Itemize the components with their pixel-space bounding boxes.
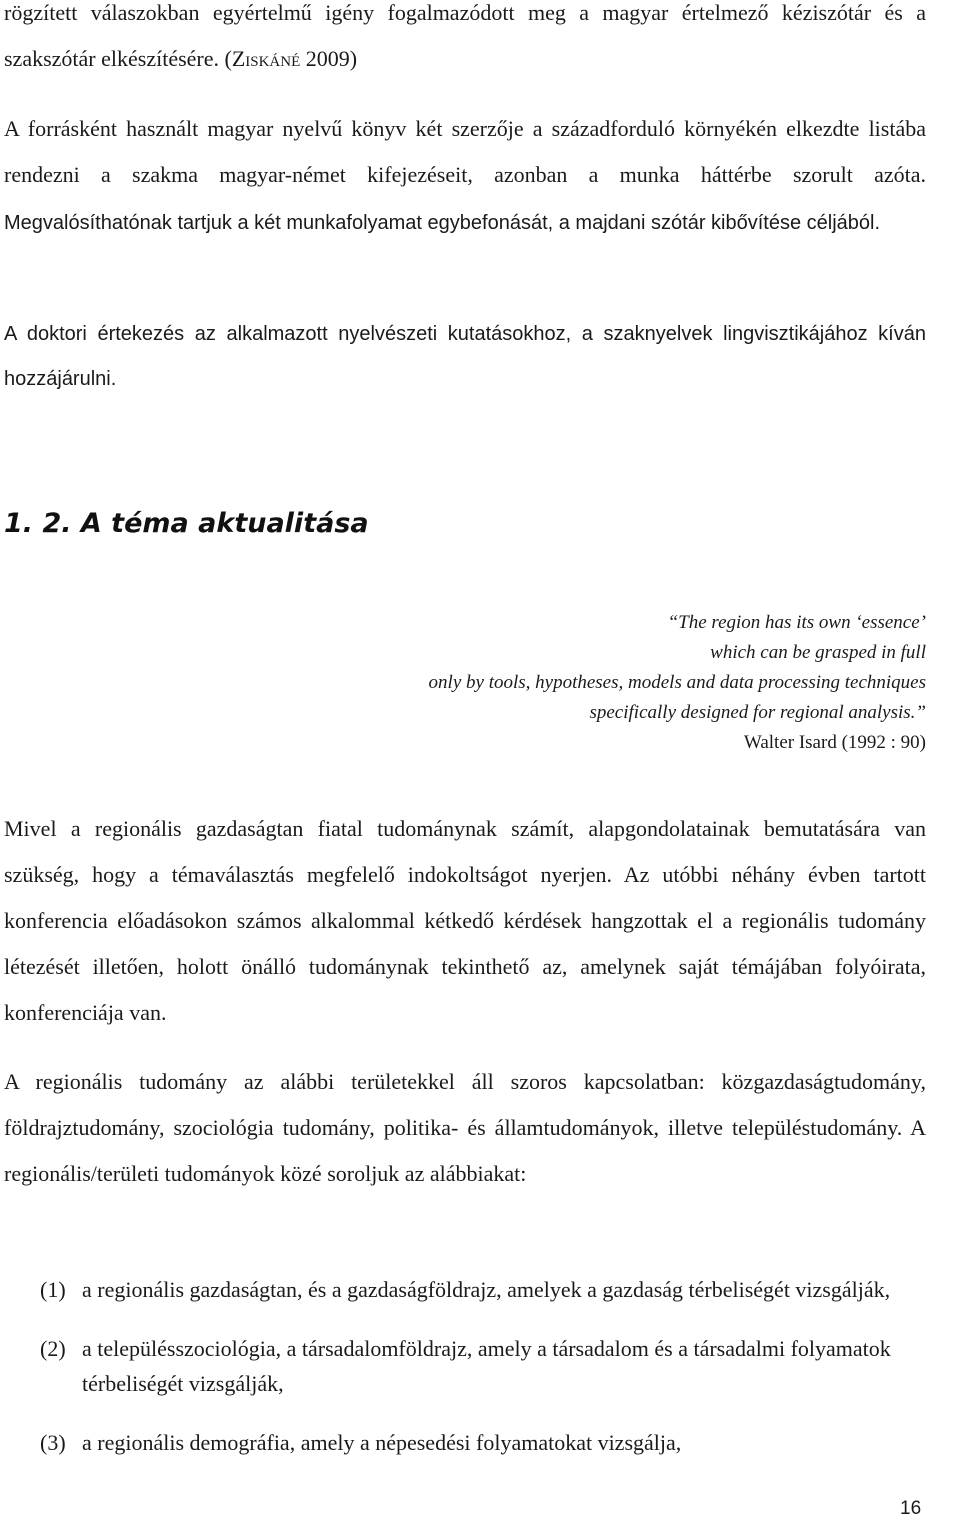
page-number: 16 (900, 1498, 922, 1519)
list-item (40, 1425, 958, 1460)
paragraph-regional-economics: Mivel a regionális gazdaságtan fiatal tudománynak számít, alapgondolatainak bemutatására van szükség, hogy a témaválasztás megfelelő indokoltságot nyerjen. Az utóbbi néhány évben tartott konferencia előadásokon számos alkalommal kétkedő kérdések hangzottak el a regionális tudomány létezését illetően, holott önálló tudománynak tekinthető az, amelynek saját témájában folyóirata, konferenciája van. (4, 816, 926, 1025)
paragraph-source-book-continuation: Megvalósíthatónak tartjuk a két munkafolyamat egybefonását, a majdani szótár kibővítése céljából. (4, 212, 881, 234)
quote-line: which can be grasped in full (710, 642, 926, 663)
paragraph-dissertation-aim: A doktori értekezés az alkalmazott nyelvészeti kutatásokhoz, a szaknyelvek lingvisztikájához kíván hozzájárulni. (4, 323, 926, 390)
list-item-text: a településszociológia, a társadalomföldrajz, amely a társadalom és a társadalmi folyamatok térbeliségét vizsgálják, (82, 1336, 891, 1396)
section-heading: 1. 2. A téma aktualitása (4, 508, 369, 539)
list-item-text: a regionális demográfia, amely a népesedési folyamatokat vizsgálja, (82, 1430, 682, 1455)
list-item-number: (3) (40, 1430, 66, 1455)
list-item-text: a regionális gazdaságtan, és a gazdaságföldrajz, amelyek a gazdaság térbeliségét vizsgálják, (82, 1277, 891, 1302)
regional-sciences-list (40, 1272, 958, 1460)
list-item-number: (2) (40, 1336, 66, 1361)
quote-line: specifically designed for regional analysis.” (589, 702, 926, 723)
citation-author: Ziskáné (231, 46, 301, 71)
epigraph-quote (226, 608, 926, 758)
paragraph-related-fields: A regionális tudomány az alábbi területekkel áll szoros kapcsolatban: közgazdaságtudomány, földrajztudomány, szociológia tudomány, politika- és államtudományok, illetve településtudomány. A regionális/területi tudományok közé soroljuk az alábbiakat: (4, 1069, 926, 1186)
list-item (40, 1272, 958, 1307)
quote-line: only by tools, hypotheses, models and data processing techniques (428, 672, 926, 693)
paragraph-source-book-text: A forrásként használt magyar nyelvű könyv két szerzője a századforduló környékén elkezdte listába rendezni a szakma magyar-német kifejezéseit, azonban a munka háttérbe szorult azóta. (4, 116, 926, 187)
paragraph-source-book (4, 106, 926, 246)
list-item-number: (1) (40, 1277, 66, 1302)
quote-line: “The region has its own ‘essence’ (667, 612, 926, 633)
list-item (40, 1331, 958, 1401)
quote-attribution: Walter Isard (1992 : 90) (743, 732, 926, 753)
citation-year: 2009) (300, 46, 358, 71)
paragraph-intro-text: rögzített válaszokban egyértelmű igény fogalmazódott meg a magyar értelmező kéziszótár és a szakszótár elkészítésére. ( (4, 0, 926, 71)
paragraph-intro (4, 0, 926, 82)
